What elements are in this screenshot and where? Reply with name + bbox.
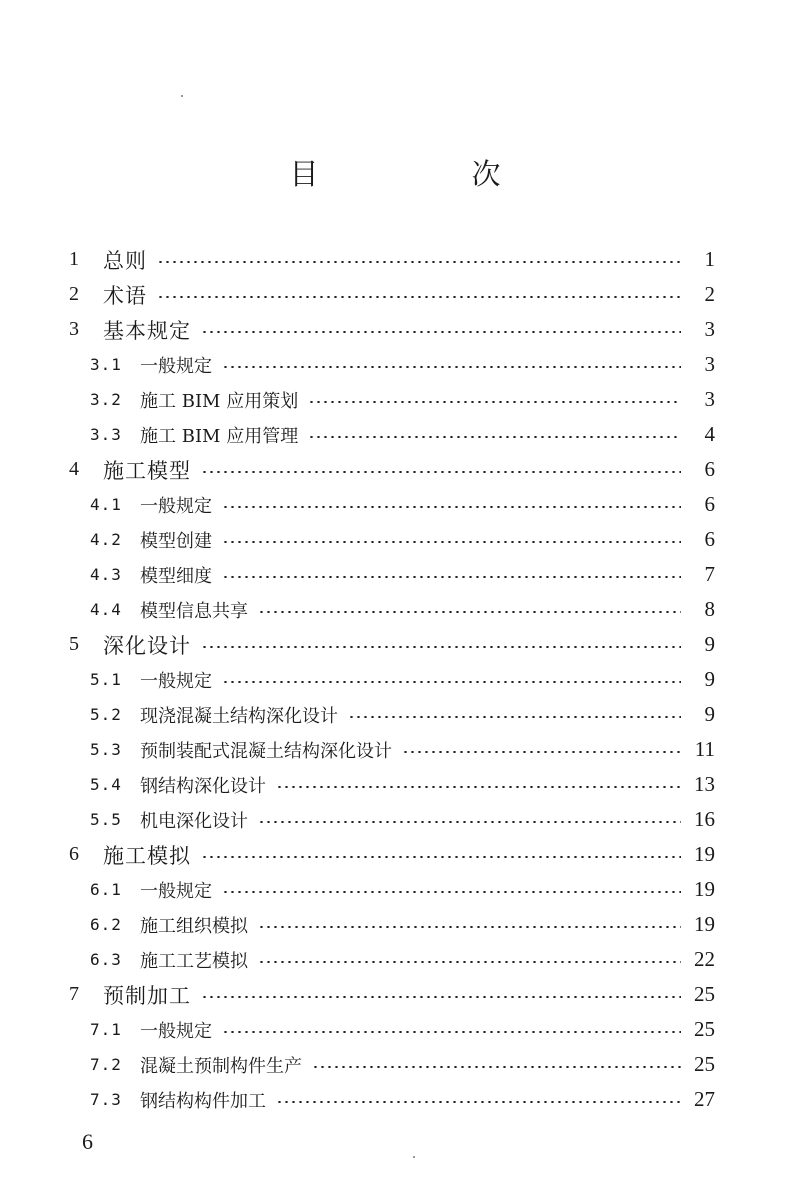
dot-leader: [258, 961, 681, 963]
table-of-contents: [0, 242, 790, 1117]
dot-leader: [222, 366, 681, 368]
toc-entry-title: 一般规定: [140, 880, 212, 902]
toc-entry-number: 4.2: [90, 530, 122, 549]
toc-entry-title: 施工组织模拟: [140, 915, 248, 937]
dot-leader: [222, 891, 681, 893]
toc-entry-title: 模型创建: [140, 530, 212, 552]
toc-entry-title: 一般规定: [140, 355, 212, 377]
toc-entry-number: 7.1: [90, 1020, 122, 1039]
toc-entry-page: 13: [694, 772, 715, 796]
dot-leader: [222, 541, 681, 543]
dot-leader: [201, 856, 681, 858]
toc-section-entry: [0, 1047, 790, 1082]
toc-section-entry: [0, 1082, 790, 1117]
toc-chapter-entry: [0, 312, 790, 347]
toc-entry-page: 19: [694, 877, 715, 901]
toc-chapter-entry: [0, 452, 790, 487]
toc-entry-title: 一般规定: [140, 670, 212, 692]
toc-entry-title: 一般规定: [140, 1020, 212, 1042]
toc-section-entry: [0, 487, 790, 522]
toc-entry-number: 4: [69, 458, 79, 480]
toc-entry-number: 1: [69, 248, 79, 270]
toc-entry-title: 模型细度: [140, 565, 212, 587]
toc-entry-number: 6.2: [90, 915, 122, 934]
scan-speck: [181, 95, 183, 97]
dot-leader: [312, 1066, 681, 1068]
toc-entry-title: 施工 BIM 应用策划: [140, 390, 299, 412]
toc-section-entry: [0, 732, 790, 767]
toc-entry-page: 2: [704, 282, 715, 306]
toc-entry-number: 2: [69, 283, 79, 305]
toc-entry-page: 1: [704, 247, 715, 271]
toc-entry-number: 6: [69, 843, 79, 865]
toc-section-entry: [0, 522, 790, 557]
toc-entry-number: 3.2: [90, 390, 122, 409]
scan-speck: [413, 1156, 415, 1158]
toc-entry-number: 5.2: [90, 705, 122, 724]
toc-chapter-entry: [0, 837, 790, 872]
dot-leader: [201, 646, 681, 648]
dot-leader: [276, 786, 681, 788]
toc-entry-number: 4.1: [90, 495, 122, 514]
toc-section-entry: [0, 767, 790, 802]
toc-entry-number: 4.3: [90, 565, 122, 584]
toc-entry-title: 现浇混凝土结构深化设计: [140, 705, 338, 727]
dot-leader: [157, 296, 681, 298]
toc-section-entry: [0, 697, 790, 732]
toc-entry-title: 深化设计: [103, 633, 191, 658]
toc-entry-title: 混凝土预制构件生产: [140, 1055, 302, 1077]
toc-chapter-entry: [0, 627, 790, 662]
toc-entry-page: 3: [704, 387, 715, 411]
toc-entry-page: 6: [704, 492, 715, 516]
dot-leader: [157, 261, 681, 263]
dot-leader: [308, 436, 681, 438]
toc-entry-page: 19: [694, 912, 715, 936]
toc-entry-number: 7.2: [90, 1055, 122, 1074]
dot-leader: [222, 576, 681, 578]
toc-section-entry: [0, 1012, 790, 1047]
toc-entry-title: 一般规定: [140, 495, 212, 517]
toc-entry-title: 施工工艺模拟: [140, 950, 248, 972]
toc-entry-title: 施工模拟: [103, 843, 191, 868]
dot-leader: [222, 1031, 681, 1033]
toc-section-entry: [0, 872, 790, 907]
toc-entry-page: 16: [694, 807, 715, 831]
toc-entry-page: 6: [704, 457, 715, 481]
toc-entry-title: 术语: [103, 283, 147, 308]
toc-entry-title: 施工模型: [103, 458, 191, 483]
toc-entry-number: 5.4: [90, 775, 122, 794]
toc-entry-title: 施工 BIM 应用管理: [140, 425, 299, 447]
toc-section-entry: [0, 907, 790, 942]
toc-entry-page: 3: [704, 317, 715, 341]
dot-leader: [201, 331, 681, 333]
dot-leader: [222, 681, 681, 683]
toc-entry-number: 7.3: [90, 1090, 122, 1109]
toc-chapter-entry: [0, 242, 790, 277]
toc-section-entry: [0, 592, 790, 627]
toc-entry-page: 11: [694, 737, 715, 761]
toc-entry-number: 6.3: [90, 950, 122, 969]
toc-entry-number: 3: [69, 318, 79, 340]
toc-entry-number: 7: [69, 983, 79, 1005]
toc-chapter-entry: [0, 277, 790, 312]
toc-entry-title: 钢结构深化设计: [140, 775, 266, 797]
dot-leader: [201, 471, 681, 473]
toc-section-entry: [0, 942, 790, 977]
toc-entry-page: 4: [704, 422, 715, 446]
toc-entry-number: 3.1: [90, 355, 122, 374]
toc-entry-page: 19: [694, 842, 715, 866]
toc-chapter-entry: [0, 977, 790, 1012]
toc-entry-page: 7: [704, 562, 715, 586]
dot-leader: [258, 821, 681, 823]
toc-entry-page: 25: [694, 982, 715, 1006]
dot-leader: [222, 506, 681, 508]
dot-leader: [276, 1101, 681, 1103]
page-number: 6: [82, 1129, 93, 1154]
toc-entry-number: 6.1: [90, 880, 122, 899]
toc-entry-page: 8: [704, 597, 715, 621]
dot-leader: [402, 751, 681, 753]
toc-entry-number: 4.4: [90, 600, 122, 619]
toc-section-entry: [0, 557, 790, 592]
toc-section-entry: [0, 382, 790, 417]
toc-entry-number: 3.3: [90, 425, 122, 444]
toc-entry-title: 模型信息共享: [140, 600, 248, 622]
toc-section-entry: [0, 347, 790, 382]
dot-leader: [308, 401, 681, 403]
toc-entry-page: 22: [694, 947, 715, 971]
toc-section-entry: [0, 802, 790, 837]
toc-entry-title: 机电深化设计: [140, 810, 248, 832]
toc-entry-page: 25: [694, 1052, 715, 1076]
toc-entry-page: 9: [704, 667, 715, 691]
toc-entry-page: 6: [704, 527, 715, 551]
toc-entry-title: 总则: [103, 248, 147, 273]
toc-entry-page: 27: [694, 1087, 715, 1111]
toc-section-entry: [0, 662, 790, 697]
toc-entry-page: 9: [704, 632, 715, 656]
toc-entry-title: 基本规定: [103, 318, 191, 343]
toc-entry-title: 预制装配式混凝土结构深化设计: [140, 740, 392, 762]
toc-entry-number: 5.3: [90, 740, 122, 759]
toc-entry-title: 预制加工: [103, 983, 191, 1008]
dot-leader: [348, 716, 681, 718]
toc-entry-title: 钢结构构件加工: [140, 1090, 266, 1112]
toc-entry-page: 25: [694, 1017, 715, 1041]
toc-entry-page: 9: [704, 702, 715, 726]
toc-entry-page: 3: [704, 352, 715, 376]
dot-leader: [201, 996, 681, 998]
toc-entry-number: 5: [69, 633, 79, 655]
page-title: 目 次: [289, 157, 563, 191]
toc-section-entry: [0, 417, 790, 452]
dot-leader: [258, 611, 681, 613]
dot-leader: [258, 926, 681, 928]
toc-entry-number: 5.1: [90, 670, 122, 689]
toc-entry-number: 5.5: [90, 810, 122, 829]
